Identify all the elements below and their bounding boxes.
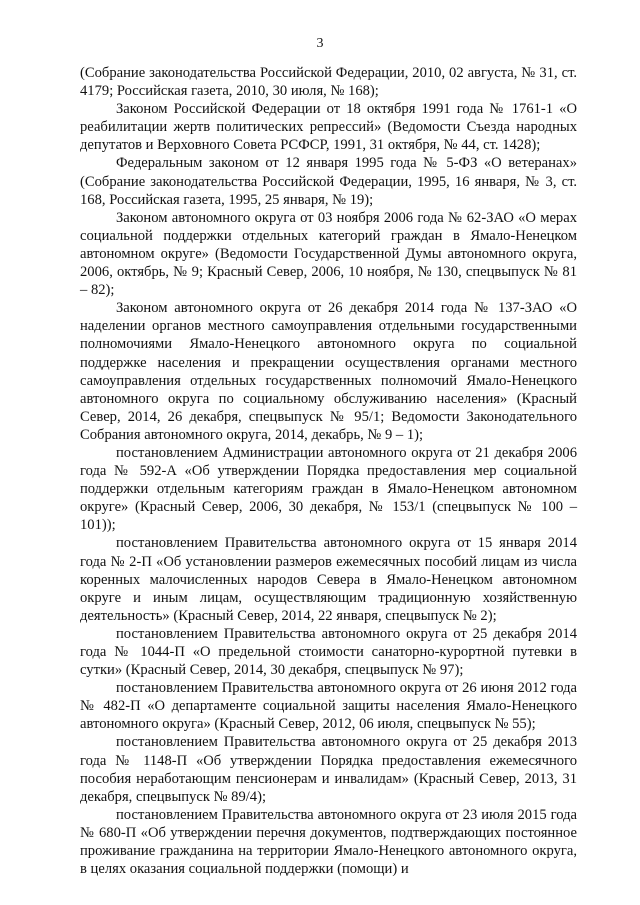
page-number: 3 — [316, 36, 324, 51]
paragraph: Федеральным законом от 12 января 1995 года № 5-ФЗ «О ветеранах» (Собрание законодательства Российской Федерации, 1995, 16 января, № 3, ст. 168, Российская газета, 1995, 25 января, № 19); — [80, 155, 577, 208]
paragraph: Законом Российской Федерации от 18 октября 1991 года № 1761-1 «О реабилитации жертв политических репрессий» (Ведомости Съезда народных депутатов и Верховного Совета РСФСР, 1991, 31 октября, № 44, ст. 1428); — [80, 101, 577, 154]
paragraph: постановлением Правительства автономного округа от 15 января 2014 года № 2-П «Об установлении размеров ежемесячных пособий лицам из числа коренных малочисленных народов Севера в Ямало-Ненецком автономном округе и иным лицам, осуществляющим традиционную хозяйственную деятельность» (Красный Север, 2014, 22 января, спецвыпуск № 2); — [80, 535, 577, 624]
paragraph: Законом автономного округа от 03 ноября 2006 года № 62-ЗАО «О мерах социальной поддержки отдельных категорий граждан в Ямало-Ненецком автономном округе» (Ведомости Государственной Думы автономного округа, 2006, октябрь, № 9; Красный Север, 2006, 10 ноября, № 130, спецвыпуск № 81 – 82); — [80, 209, 577, 299]
paragraph: постановлением Правительства автономного округа от 25 декабря 2013 года № 1148-П «Об утверждении Порядка предоставления ежемесячного пособия неработающим пенсионерам и инвалидам» (Красный Север, 2013, 31 декабря, спецвыпуск № 89/4); — [80, 734, 577, 805]
paragraph: (Собрание законодательства Российской Федерации, 2010, 02 августа, № 31, ст. 4179; Российская газета, 2010, 30 июля, № 168); — [80, 65, 577, 100]
paragraph: Законом автономного округа от 26 декабря 2014 года № 137-ЗАО «О наделении органов местного самоуправления отдельными государственными полномочиями Ямало-Ненецкого автономного округа по социальной поддержке населения и прекращении осуществления органами местного самоуправления отдельных государственных полномочий Ямало-Ненецкого автономного округа по социальному обслуживанию населения» (Красный Север, 2014, 26 декабря, спецвыпуск № 95/1; Ведомости Законодательного Собрания автономного округа, 2014, декабрь, № 9 – 1); — [80, 300, 577, 443]
paragraph: постановлением Правительства автономного округа от 25 декабря 2014 года № 1044-П «О предельной стоимости санаторно-курортной путевки в сутки» (Красный Север, 2014, 30 декабря, спецвыпуск № 97); — [80, 625, 577, 679]
paragraph: постановлением Правительства автономного округа от 23 июля 2015 года № 680-П «Об утверждении перечня документов, подтверждающих постоянное проживание гражданина на территории Ямало-Ненецкого автономного округа, в целях оказания социальной поддержки (помощи) и — [80, 806, 577, 878]
document-body — [80, 64, 577, 878]
paragraph: постановлением Администрации автономного округа от 21 декабря 2006 года № 592-А «Об утверждении Порядка предоставления мер социальной поддержки отдельным категориям граждан в Ямало-Ненецком автономном округе» (Красный Север, 2006, 30 декабря, № 153/1 (спецвыпуск № 100 – 101)); — [80, 444, 577, 534]
paragraph: постановлением Правительства автономного округа от 26 июня 2012 года № 482-П «О департаменте социальной защиты населения Ямало-Ненецкого автономного округа» (Красный Север, 2012, 06 июля, спецвыпуск № 55); — [80, 680, 577, 733]
